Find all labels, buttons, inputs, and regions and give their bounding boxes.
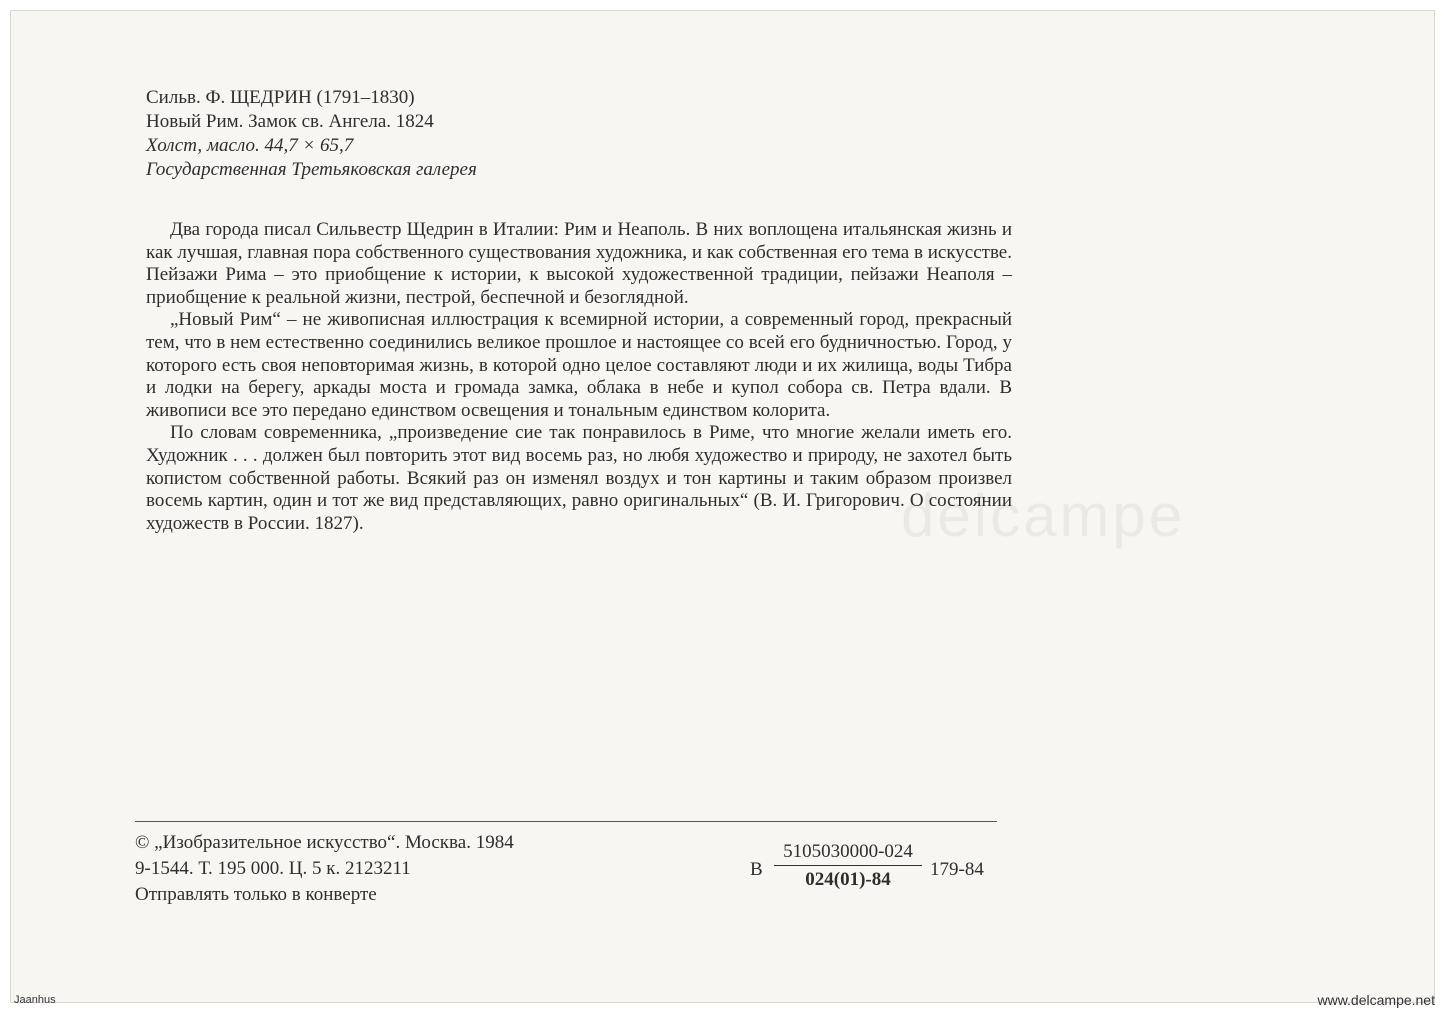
site-credit: www.delcampe.net <box>1317 992 1435 1008</box>
publisher-info <box>135 830 514 908</box>
code-numerator: 5105030000-024 <box>783 841 913 862</box>
code-letter: В <box>750 859 763 880</box>
fraction-bar <box>774 865 922 866</box>
artwork-caption <box>146 86 477 182</box>
mailing-note: Отправлять только в конверте <box>135 884 377 905</box>
code-denominator: 024(01)-84 <box>805 869 891 890</box>
uploader-credit: Jaanhus <box>14 994 56 1006</box>
paragraph-3: По словам современника, „произведение сие так понравилось в Риме, что многие желали иметь его. Художник . . . должен был повторить этот вид восемь раз, но любя художество и природу, не захотел быть копистом собственной работы. Всякий раз он изменял воздух и тон картины и таким образом произвел восемь картин, один и тот же вид представляющих, равно оригинальных“ (В. И. Григорович. О состоянии художеств в России. 1827). <box>146 422 1012 534</box>
paragraph-1: Два города писал Сильвестр Щедрин в Италии: Рим и Неаполь. В них воплощена итальянская жизнь и как лучшая, главная пора собственного существования художника, и как собственная его тема в искусстве. Пейзажи Рима – это приобщение к истории, к высокой художественной традиции, пейзажи Неаполя – приобщение к реальной жизни, пестрой, беспечной и безоглядной. <box>146 219 1012 308</box>
artist-name: Сильв. Ф. ЩЕДРИН (1791–1830) <box>146 87 415 108</box>
code-fraction <box>774 840 922 892</box>
code-suffix: 179-84 <box>930 859 984 880</box>
watermark: delcampe <box>901 482 1186 549</box>
footer-divider <box>135 821 997 822</box>
description-text <box>146 219 1012 535</box>
copyright-line: © „Изобразительное искусство“. Москва. 1984 <box>135 832 514 853</box>
artwork-medium: Холст, масло. 44,7 × 65,7 <box>146 135 354 156</box>
paragraph-2: „Новый Рим“ – не живописная иллюстрация к всемирной истории, а современный город, прекрасный тем, что в нем естественно соединились великое прошлое и настоящее со всей его будничностью. Город, у которого есть своя неповторимая жизнь, в которой одно целое составляют люди и их жилища, воды Тибра и лодки на берегу, аркады моста и громада замка, облака в небе и купол собора св. Петра вдали. В живописи все это передано единством освещения и тональным единством колорита. <box>146 309 1012 421</box>
artwork-title: Новый Рим. Замок св. Ангела. 1824 <box>146 111 434 132</box>
artwork-collection: Государственная Третьяковская галерея <box>146 159 477 180</box>
print-info-line: 9-1544. Т. 195 000. Ц. 5 к. 2123211 <box>135 858 411 879</box>
